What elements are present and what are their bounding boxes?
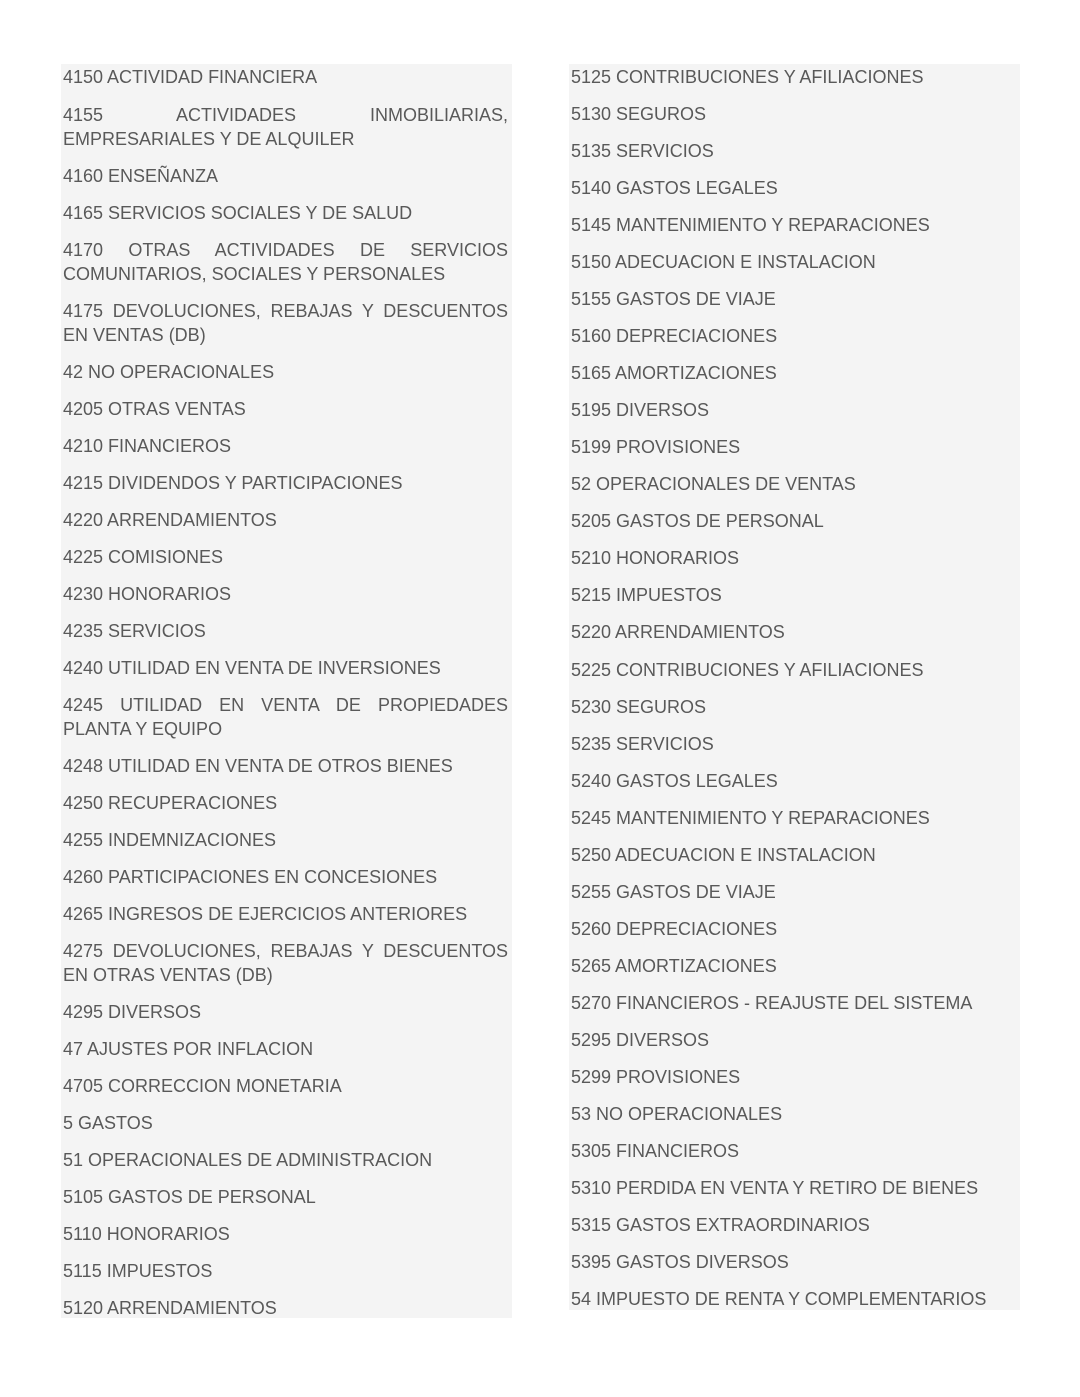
account-item: 4240 UTILIDAD EN VENTA DE INVERSIONES bbox=[63, 658, 441, 678]
account-item: 52 OPERACIONALES DE VENTAS bbox=[571, 474, 856, 494]
account-item: 4265 INGRESOS DE EJERCICIOS ANTERIORES bbox=[63, 904, 468, 924]
account-item: 42 NO OPERACIONALES bbox=[63, 362, 275, 382]
account-item: 5305 FINANCIEROS bbox=[571, 1141, 740, 1161]
account-item: 4210 FINANCIEROS bbox=[63, 436, 232, 456]
account-item: 5235 SERVICIOS bbox=[571, 734, 714, 754]
account-item: 4245 UTILIDAD EN VENTA DE PROPIEDADES PLANTA Y EQUIPO bbox=[63, 695, 508, 739]
account-item: 4250 RECUPERACIONES bbox=[63, 793, 278, 813]
account-item: 5220 ARRENDAMIENTOS bbox=[571, 622, 785, 642]
account-item: 4248 UTILIDAD EN VENTA DE OTROS BIENES bbox=[63, 756, 453, 776]
account-item: 5110 HONORARIOS bbox=[63, 1224, 230, 1244]
account-item: 4170 OTRAS ACTIVIDADES DE SERVICIOS COMUNITARIOS, SOCIALES Y PERSONALES bbox=[63, 240, 508, 284]
account-item: 5210 HONORARIOS bbox=[571, 548, 740, 568]
account-item: 4175 DEVOLUCIONES, REBAJAS Y DESCUENTOS EN VENTAS (DB) bbox=[63, 301, 508, 345]
account-item: 4260 PARTICIPACIONES EN CONCESIONES bbox=[63, 867, 438, 887]
account-item: 54 IMPUESTO DE RENTA Y COMPLEMENTARIOS bbox=[571, 1289, 987, 1309]
account-item: 5205 GASTOS DE PERSONAL bbox=[571, 511, 824, 531]
account-item: 4275 DEVOLUCIONES, REBAJAS Y DESCUENTOS EN OTRAS VENTAS (DB) bbox=[63, 941, 508, 985]
account-item: 5155 GASTOS DE VIAJE bbox=[571, 289, 776, 309]
account-item: 4220 ARRENDAMIENTOS bbox=[63, 510, 277, 530]
account-item: 4225 COMISIONES bbox=[63, 547, 224, 567]
account-item: 4215 DIVIDENDOS Y PARTICIPACIONES bbox=[63, 473, 403, 493]
account-item: 5310 PERDIDA EN VENTA Y RETIRO DE BIENES bbox=[571, 1178, 979, 1198]
account-item: 5295 DIVERSOS bbox=[571, 1030, 710, 1050]
account-item: 4205 OTRAS VENTAS bbox=[63, 399, 246, 419]
account-item: 5195 DIVERSOS bbox=[571, 400, 710, 420]
account-item: 5135 SERVICIOS bbox=[571, 141, 714, 161]
account-item: 4150 ACTIVIDAD FINANCIERA bbox=[63, 67, 318, 87]
account-item: 5199 PROVISIONES bbox=[571, 437, 741, 457]
account-item: 5299 PROVISIONES bbox=[571, 1067, 741, 1087]
account-item: 4165 SERVICIOS SOCIALES Y DE SALUD bbox=[63, 203, 413, 223]
account-item: 5215 IMPUESTOS bbox=[571, 585, 722, 605]
account-item: 5260 DEPRECIACIONES bbox=[571, 919, 778, 939]
account-item: 47 AJUSTES POR INFLACION bbox=[63, 1039, 314, 1059]
account-item: 4160 ENSEÑANZA bbox=[63, 166, 219, 186]
account-item: 4155 ACTIVIDADES INMOBILIARIAS, EMPRESARIALES Y DE ALQUILER bbox=[63, 105, 508, 149]
account-item: 5250 ADECUACION E INSTALACION bbox=[571, 845, 876, 865]
account-item: 5160 DEPRECIACIONES bbox=[571, 326, 778, 346]
account-item: 51 OPERACIONALES DE ADMINISTRACION bbox=[63, 1150, 433, 1170]
account-item: 5115 IMPUESTOS bbox=[63, 1261, 213, 1281]
account-item: 5245 MANTENIMIENTO Y REPARACIONES bbox=[571, 808, 930, 828]
account-item: 5120 ARRENDAMIENTOS bbox=[63, 1298, 277, 1318]
account-item: 5 GASTOS bbox=[63, 1113, 153, 1133]
account-list-left bbox=[61, 64, 512, 1318]
account-item: 4255 INDEMNIZACIONES bbox=[63, 830, 277, 850]
account-item: 5225 CONTRIBUCIONES Y AFILIACIONES bbox=[571, 660, 924, 680]
account-item: 5125 CONTRIBUCIONES Y AFILIACIONES bbox=[571, 67, 924, 87]
account-item: 5105 GASTOS DE PERSONAL bbox=[63, 1187, 316, 1207]
account-item: 4295 DIVERSOS bbox=[63, 1002, 202, 1022]
account-item: 5145 MANTENIMIENTO Y REPARACIONES bbox=[571, 215, 930, 235]
account-item: 5265 AMORTIZACIONES bbox=[571, 956, 777, 976]
account-item: 4705 CORRECCION MONETARIA bbox=[63, 1076, 342, 1096]
account-item: 5255 GASTOS DE VIAJE bbox=[571, 882, 776, 902]
account-list-right bbox=[569, 64, 1020, 1310]
account-item: 5130 SEGUROS bbox=[571, 104, 707, 124]
account-item: 5395 GASTOS DIVERSOS bbox=[571, 1252, 789, 1272]
account-item: 5315 GASTOS EXTRAORDINARIOS bbox=[571, 1215, 870, 1235]
account-item: 5165 AMORTIZACIONES bbox=[571, 363, 777, 383]
account-item: 5140 GASTOS LEGALES bbox=[571, 178, 778, 198]
account-item: 4230 HONORARIOS bbox=[63, 584, 232, 604]
account-item: 5270 FINANCIEROS - REAJUSTE DEL SISTEMA bbox=[571, 993, 973, 1013]
account-item: 5240 GASTOS LEGALES bbox=[571, 771, 778, 791]
account-item: 5150 ADECUACION E INSTALACION bbox=[571, 252, 876, 272]
account-item: 5230 SEGUROS bbox=[571, 697, 707, 717]
account-item: 4235 SERVICIOS bbox=[63, 621, 206, 641]
account-item: 53 NO OPERACIONALES bbox=[571, 1104, 783, 1124]
